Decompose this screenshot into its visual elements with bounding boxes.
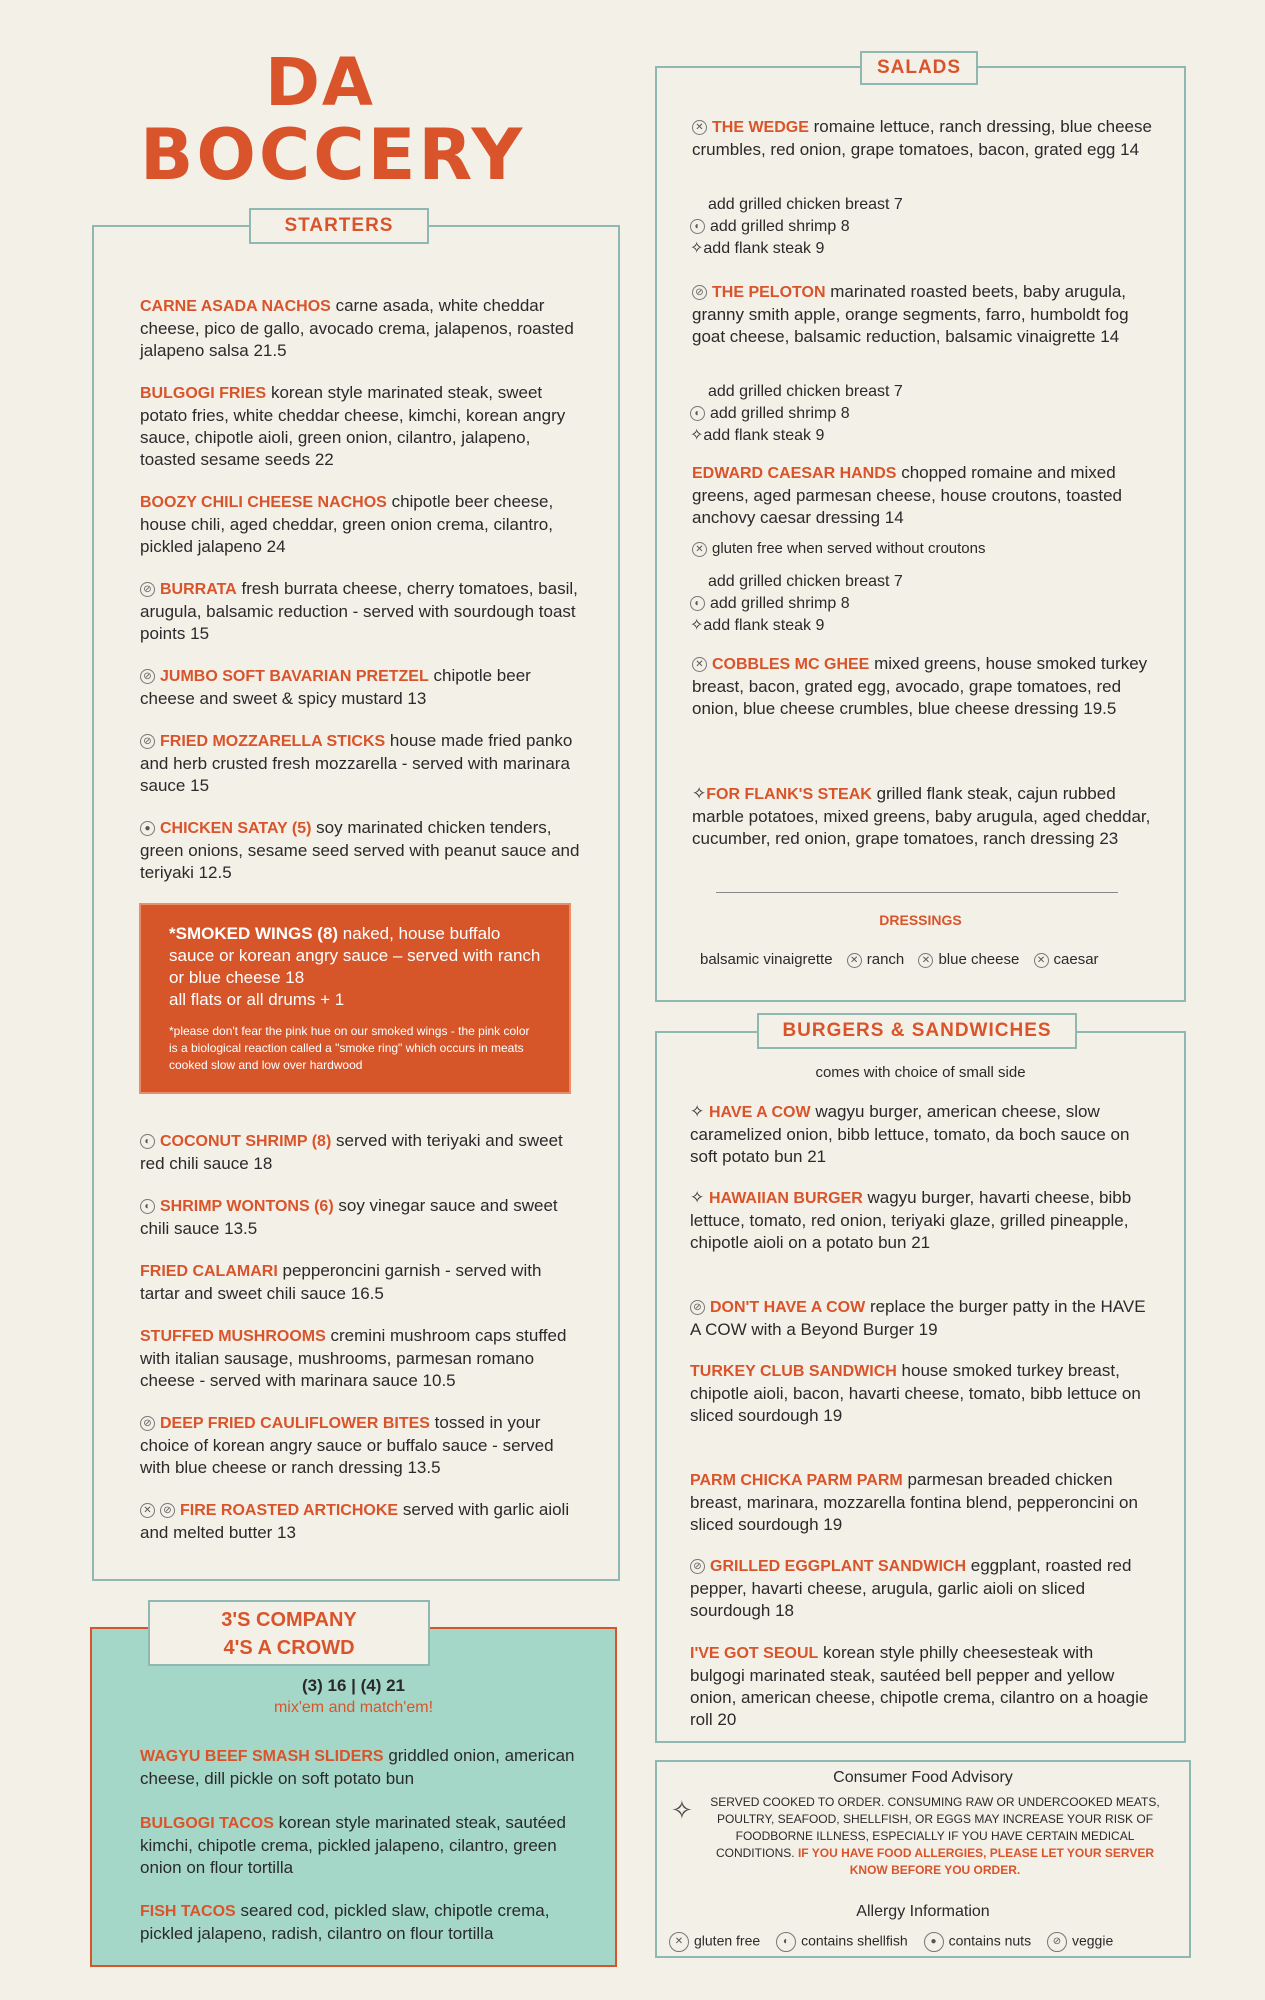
addon-steak-label: add flank steak 9: [703, 427, 825, 444]
item-desc: house smoked turkey breast, chipotle aioli, bacon, havarti cheese, tomato, bibb lettuce on sliced sourdough: [690, 1361, 1141, 1425]
shellfish-icon: ◐: [690, 406, 705, 421]
item-price: 13.5: [224, 1219, 258, 1238]
item-price: 21: [911, 1233, 931, 1252]
logo-line2: BOCCERY: [140, 114, 526, 196]
wings-note: *please don't fear the pink hue on our smoked wings - the pink color is a biological reaction called a "smoke ring" which occurs in meats cooked slow and low over hardwood: [169, 1024, 530, 1072]
dressings-list: [700, 951, 1180, 968]
veggie-icon: ⊘: [1047, 1932, 1067, 1952]
item-price: 15: [190, 624, 210, 643]
item-name: WAGYU BEEF SMASH SLIDERS: [140, 1748, 384, 1765]
item-desc: marinated roasted beets, baby arugula, granny smith apple, orange segments, farro, humboldt fog goat cheese, balsamic reduction, balsamic vinaigrette: [692, 282, 1129, 346]
nuts-icon: ●: [140, 821, 155, 836]
item-desc: house made fried panko and herb crusted fresh mozzarella - served with marinara sauce: [140, 731, 573, 795]
item-desc: korean style marinated steak, sautéed kimchi, chipotle crema, pickled jalapeno, cilantro, green onion on flour tortilla: [140, 1813, 566, 1877]
gluten-free-icon: ✕: [692, 657, 707, 672]
advisory-body: [705, 1794, 1165, 1879]
item-desc: fresh burrata cheese, cherry tomatoes, basil, arugula, balsamic reduction - served with sourdough toast points: [140, 579, 578, 643]
item-desc: wagyu burger, havarti cheese, bibb lettuce, tomato, red onion, teriyaki glaze, grilled pineapple, chipotle aioli on a potato bun: [690, 1188, 1132, 1252]
addon-shrimp-label: add grilled shrimp 8: [710, 405, 850, 422]
item-price: 18: [253, 1154, 273, 1173]
veggie-icon: ⊘: [140, 669, 155, 684]
nuts-icon: ●: [924, 1932, 944, 1952]
item-desc: served with garlic aioli and melted butter: [140, 1500, 570, 1542]
menu-item: [140, 817, 580, 884]
addon-steak: [690, 425, 1090, 447]
wings-title: *SMOKED WINGS (8): [169, 924, 339, 943]
company-title-line1: 3'S COMPANY: [221, 1609, 357, 1631]
item-desc: korean style philly cheesesteak with bulgogi marinated steak, sautéed bell pepper and yellow onion, american cheese, chipotle crema, cilantro on a hoagie roll: [690, 1643, 1149, 1729]
item-price: 19: [823, 1515, 843, 1534]
menu-item: [692, 783, 1152, 850]
menu-item: [140, 1812, 580, 1879]
menu-item: [692, 462, 1152, 529]
item-desc: soy vinegar sauce and sweet chili sauce: [140, 1196, 558, 1238]
wings-text: [169, 923, 541, 1011]
veggie-icon: ⊘: [160, 1503, 175, 1518]
menu-item: [140, 1499, 580, 1544]
advisory-text: SERVED COOKED TO ORDER. CONSUMING RAW OR UNDERCOOKED MEATS, POULTRY, SEAFOOD, SHELLFISH, OR EGGS MAY INCREASE YOUR RISK OF FOODBORNE ILLNESS, ESPECIALLY IF YOU HAVE CERTAIN MEDICAL CONDITIONS.: [710, 1795, 1160, 1860]
gluten-free-note: [692, 538, 1152, 560]
item-name: JUMBO SOFT BAVARIAN PRETZEL: [160, 668, 429, 685]
addon-chicken: add grilled chicken breast 7: [708, 573, 903, 590]
item-name: SHRIMP WONTONS (6): [160, 1198, 334, 1215]
item-name: FIRE ROASTED ARTICHOKE: [180, 1502, 399, 1519]
menu-item: [140, 1900, 580, 1945]
item-desc: griddled onion, american cheese, dill pickle on soft potato bun: [140, 1746, 575, 1788]
item-price: 13: [407, 689, 427, 708]
menu-item: [140, 295, 580, 362]
addon-list: [690, 381, 1090, 447]
addon-shrimp: [690, 593, 1090, 615]
shellfish-icon: ◐: [140, 1199, 155, 1214]
item-price: 13: [277, 1523, 296, 1542]
item-price: 14: [884, 508, 904, 527]
item-name: BULGOGI FRIES: [140, 385, 267, 402]
item-name: BULGOGI TACOS: [140, 1815, 274, 1832]
item-desc: eggplant, roasted red pepper, havarti cheese, arugula, garlic aioli on sliced sourdough: [690, 1556, 1132, 1620]
food-advisory: [655, 1760, 1191, 1958]
sparkle-icon: ✧: [692, 784, 707, 803]
item-name: TURKEY CLUB SANDWICH: [690, 1363, 897, 1380]
logo-line1: DA: [265, 44, 375, 121]
veggie-icon: ⊘: [140, 734, 155, 749]
gluten-free-icon: ✕: [847, 953, 862, 968]
sparkle-icon: ✧: [690, 1188, 709, 1207]
item-desc: wagyu burger, american cheese, slow caramelized onion, bibb lettuce, tomato, da boch sauce on soft potato bun: [690, 1102, 1130, 1166]
item-desc: mixed greens, house smoked turkey breast, bacon, grated egg, avocado, grape tomatoes, red onion, blue cheese crumbles, blue cheese dressing: [692, 654, 1148, 718]
veggie-icon: ⊘: [690, 1559, 705, 1574]
menu-item: [140, 1325, 580, 1392]
item-desc: pepperoncini garnish - served with tartar and sweet chili sauce: [140, 1261, 542, 1303]
menu-item: [140, 730, 580, 797]
salads-title: SALADS: [860, 51, 978, 85]
item-name: FISH TACOS: [140, 1903, 236, 1920]
item-name: CARNE ASADA NACHOS: [140, 298, 331, 315]
burgers-title: BURGERS & SANDWICHES: [757, 1013, 1077, 1049]
shellfish-icon: ◐: [776, 1932, 796, 1952]
advisory-highlight: IF YOU HAVE FOOD ALLERGIES, PLEASE LET YOUR SERVER KNOW BEFORE YOU ORDER.: [797, 1846, 1155, 1877]
menu-item: [690, 1555, 1150, 1622]
gluten-free-icon: ✕: [692, 120, 707, 135]
legend-label: contains nuts: [948, 1932, 1032, 1949]
item-price: 24: [266, 537, 286, 556]
dressing-item: blue cheese: [938, 951, 1020, 968]
item-name: COCONUT SHRIMP (8): [160, 1133, 332, 1150]
company-tagline: mix'em and match'em!: [273, 1699, 434, 1716]
wings-extra: all flats or all drums + 1: [169, 990, 345, 1009]
menu-item: [690, 1296, 1150, 1341]
veggie-icon: ⊘: [690, 1300, 705, 1315]
item-desc: seared cod, pickled slaw, chipotle crema, pickled jalapeno, radish, cilantro on flour tortilla: [140, 1901, 550, 1943]
shellfish-icon: ◐: [140, 1134, 155, 1149]
item-name: BURRATA: [160, 581, 237, 598]
item-price: 18: [775, 1601, 794, 1620]
item-price: 15: [190, 776, 210, 795]
sparkle-icon: ✧: [690, 1102, 709, 1121]
item-desc: grilled flank steak, cajun rubbed marble potatoes, mixed greens, baby arugula, aged cheddar, cucumber, red onion, grape tomatoes, ranch dressing: [692, 784, 1151, 848]
item-name: PARM CHICKA PARM PARM: [690, 1472, 903, 1489]
sparkle-icon: ✧: [690, 617, 704, 634]
dressing-item: ranch: [866, 951, 905, 968]
item-price: 14: [1120, 140, 1140, 159]
sparkle-icon: ✧: [690, 427, 704, 444]
company-prices: (3) 16 | (4) 21: [301, 1676, 406, 1695]
company-title: [148, 1600, 430, 1666]
item-desc: romaine lettuce, ranch dressing, blue cheese crumbles, red onion, grape tomatoes, bacon, grated egg: [692, 117, 1152, 159]
item-name: DEEP FRIED CAULIFLOWER BITES: [160, 1415, 430, 1432]
item-desc: parmesan breaded chicken breast, marinara, mozzarella fontina blend, pepperoncini on sliced sourdough: [690, 1470, 1138, 1534]
item-name: THE PELOTON: [712, 284, 826, 301]
addon-steak-label: add flank steak 9: [703, 240, 825, 257]
veggie-icon: ⊘: [140, 582, 155, 597]
legend-label: gluten free: [694, 1932, 761, 1949]
smoked-wings-callout: [139, 903, 571, 1094]
addon-list: [690, 194, 1090, 260]
menu-item: [690, 1187, 1150, 1254]
dressing-item: balsamic vinaigrette: [700, 951, 833, 968]
logo: [140, 44, 526, 196]
shellfish-icon: ◐: [690, 219, 705, 234]
menu-item: [692, 281, 1152, 348]
addon-chicken: add grilled chicken breast 7: [708, 383, 903, 400]
menu-item: [140, 1745, 580, 1790]
item-name: HAVE A COW: [708, 1104, 811, 1121]
item-desc: chopped romaine and mixed greens, aged parmesan cheese, house croutons, toasted anchovy caesar dressing: [692, 463, 1123, 527]
addon-shrimp: [690, 216, 1090, 238]
item-price: 20: [717, 1710, 737, 1729]
addon-shrimp: [690, 403, 1090, 425]
legend-label: contains shellfish: [801, 1932, 908, 1949]
veggie-icon: ⊘: [140, 1416, 155, 1431]
item-desc: soy marinated chicken tenders, green onions, sesame seed served with peanut sauce and teriyaki: [140, 818, 580, 882]
allergy-title: Allergy Information: [856, 1903, 990, 1920]
legend-label: veggie: [1071, 1932, 1114, 1949]
addon-chicken: add grilled chicken breast 7: [708, 196, 903, 213]
item-price: 21: [807, 1147, 827, 1166]
wings-price: 18: [285, 968, 305, 987]
menu-item: [690, 1469, 1150, 1536]
item-name: EDWARD CAESAR HANDS: [692, 465, 897, 482]
item-price: 12.5: [198, 863, 232, 882]
item-name: FRIED MOZZARELLA STICKS: [160, 733, 386, 750]
menu-item: [140, 1412, 580, 1479]
item-name: FOR FLANK'S STEAK: [706, 786, 872, 803]
item-price: 22: [314, 450, 334, 469]
gluten-free-icon: ✕: [140, 1503, 155, 1518]
item-price: 16.5: [350, 1284, 384, 1303]
item-price: 23: [1099, 829, 1119, 848]
gluten-free-icon: ✕: [918, 953, 933, 968]
wings-desc: naked, house buffalo sauce or korean angry sauce – served with ranch or blue cheese: [169, 924, 541, 987]
starters-title: STARTERS: [249, 208, 429, 244]
company-title-line2: 4'S A CROWD: [223, 1637, 355, 1659]
item-price: 19: [918, 1320, 938, 1339]
addon-steak-label: add flank steak 9: [703, 617, 825, 634]
addon-shrimp-label: add grilled shrimp 8: [710, 595, 850, 612]
item-price: 13.5: [407, 1458, 441, 1477]
menu-item: [690, 1642, 1150, 1731]
veggie-icon: ⊘: [692, 285, 707, 300]
shellfish-icon: ◐: [690, 596, 705, 611]
item-name: HAWAIIAN BURGER: [708, 1190, 863, 1207]
sparkle-icon: ✧: [690, 240, 704, 257]
item-name: CHICKEN SATAY (5): [160, 820, 312, 837]
item-price: 19.5: [1083, 699, 1117, 718]
dressings-title: DRESSINGS: [879, 912, 962, 928]
gluten-free-icon: ✕: [669, 1932, 689, 1952]
item-price: 14: [1100, 327, 1120, 346]
addon-list: [690, 571, 1090, 637]
menu-item: [140, 491, 580, 558]
menu-item: [140, 665, 580, 710]
item-price: 19: [823, 1406, 843, 1425]
item-name: GRILLED EGGPLANT SANDWICH: [710, 1558, 966, 1575]
gluten-free-icon: ✕: [692, 542, 707, 557]
addon-steak: [690, 238, 1090, 260]
menu-item: [140, 1130, 580, 1175]
menu-item: [140, 1260, 580, 1305]
menu-item: [140, 578, 580, 645]
item-price: 10.5: [422, 1371, 456, 1390]
item-name: THE WEDGE: [712, 119, 809, 136]
menu-item: [140, 382, 580, 471]
item-desc: chipotle beer cheese, house chili, aged cheddar, green onion crema, cilantro, pickled jalapeno: [140, 492, 554, 556]
menu-item: [690, 1101, 1150, 1168]
menu-item: [690, 1360, 1150, 1427]
addon-steak: [690, 615, 1090, 637]
sparkle-icon: ✧: [671, 1795, 693, 1825]
item-name: STUFFED MUSHROOMS: [140, 1328, 326, 1345]
item-desc: carne asada, white cheddar cheese, pico de gallo, avocado crema, jalapenos, roasted jalapeno salsa: [140, 296, 574, 360]
item-desc: served with teriyaki and sweet red chili sauce: [140, 1131, 563, 1173]
addon-shrimp-label: add grilled shrimp 8: [710, 218, 850, 235]
divider: [716, 892, 1118, 893]
item-price: 21.5: [253, 341, 287, 360]
item-name: BOOZY CHILI CHEESE NACHOS: [140, 494, 387, 511]
gluten-free-icon: ✕: [1034, 953, 1049, 968]
item-desc: cremini mushroom caps stuffed with italian sausage, mushrooms, parmesan romano cheese - served with marinara sauce: [140, 1326, 567, 1390]
menu-item: [692, 116, 1152, 161]
burgers-subtitle: comes with choice of small side: [815, 1064, 1026, 1081]
item-name: I'VE GOT SEOUL: [690, 1645, 819, 1662]
advisory-title: Consumer Food Advisory: [833, 1769, 1013, 1786]
item-desc: replace the burger patty in the HAVE A COW with a Beyond Burger: [690, 1297, 1146, 1339]
dressing-item: caesar: [1053, 951, 1099, 968]
item-desc: korean style marinated steak, sweet potato fries, white cheddar cheese, kimchi, korean angry sauce, chipotle aioli, green onion, cilantro, jalapeno, toasted sesame seeds: [140, 383, 566, 469]
gluten-free-note-text: gluten free when served without croutons: [712, 540, 986, 557]
item-name: DON'T HAVE A COW: [710, 1299, 866, 1316]
allergy-legend: [669, 1932, 1181, 1952]
item-name: COBBLES MC GHEE: [712, 656, 870, 673]
menu-item: [140, 1195, 580, 1240]
item-desc: chipotle beer cheese and sweet & spicy mustard: [140, 666, 531, 708]
menu-item: [692, 653, 1152, 720]
item-desc: tossed in your choice of korean angry sauce or buffalo sauce - served with blue cheese or ranch dressing: [140, 1413, 554, 1477]
item-name: FRIED CALAMARI: [140, 1263, 278, 1280]
